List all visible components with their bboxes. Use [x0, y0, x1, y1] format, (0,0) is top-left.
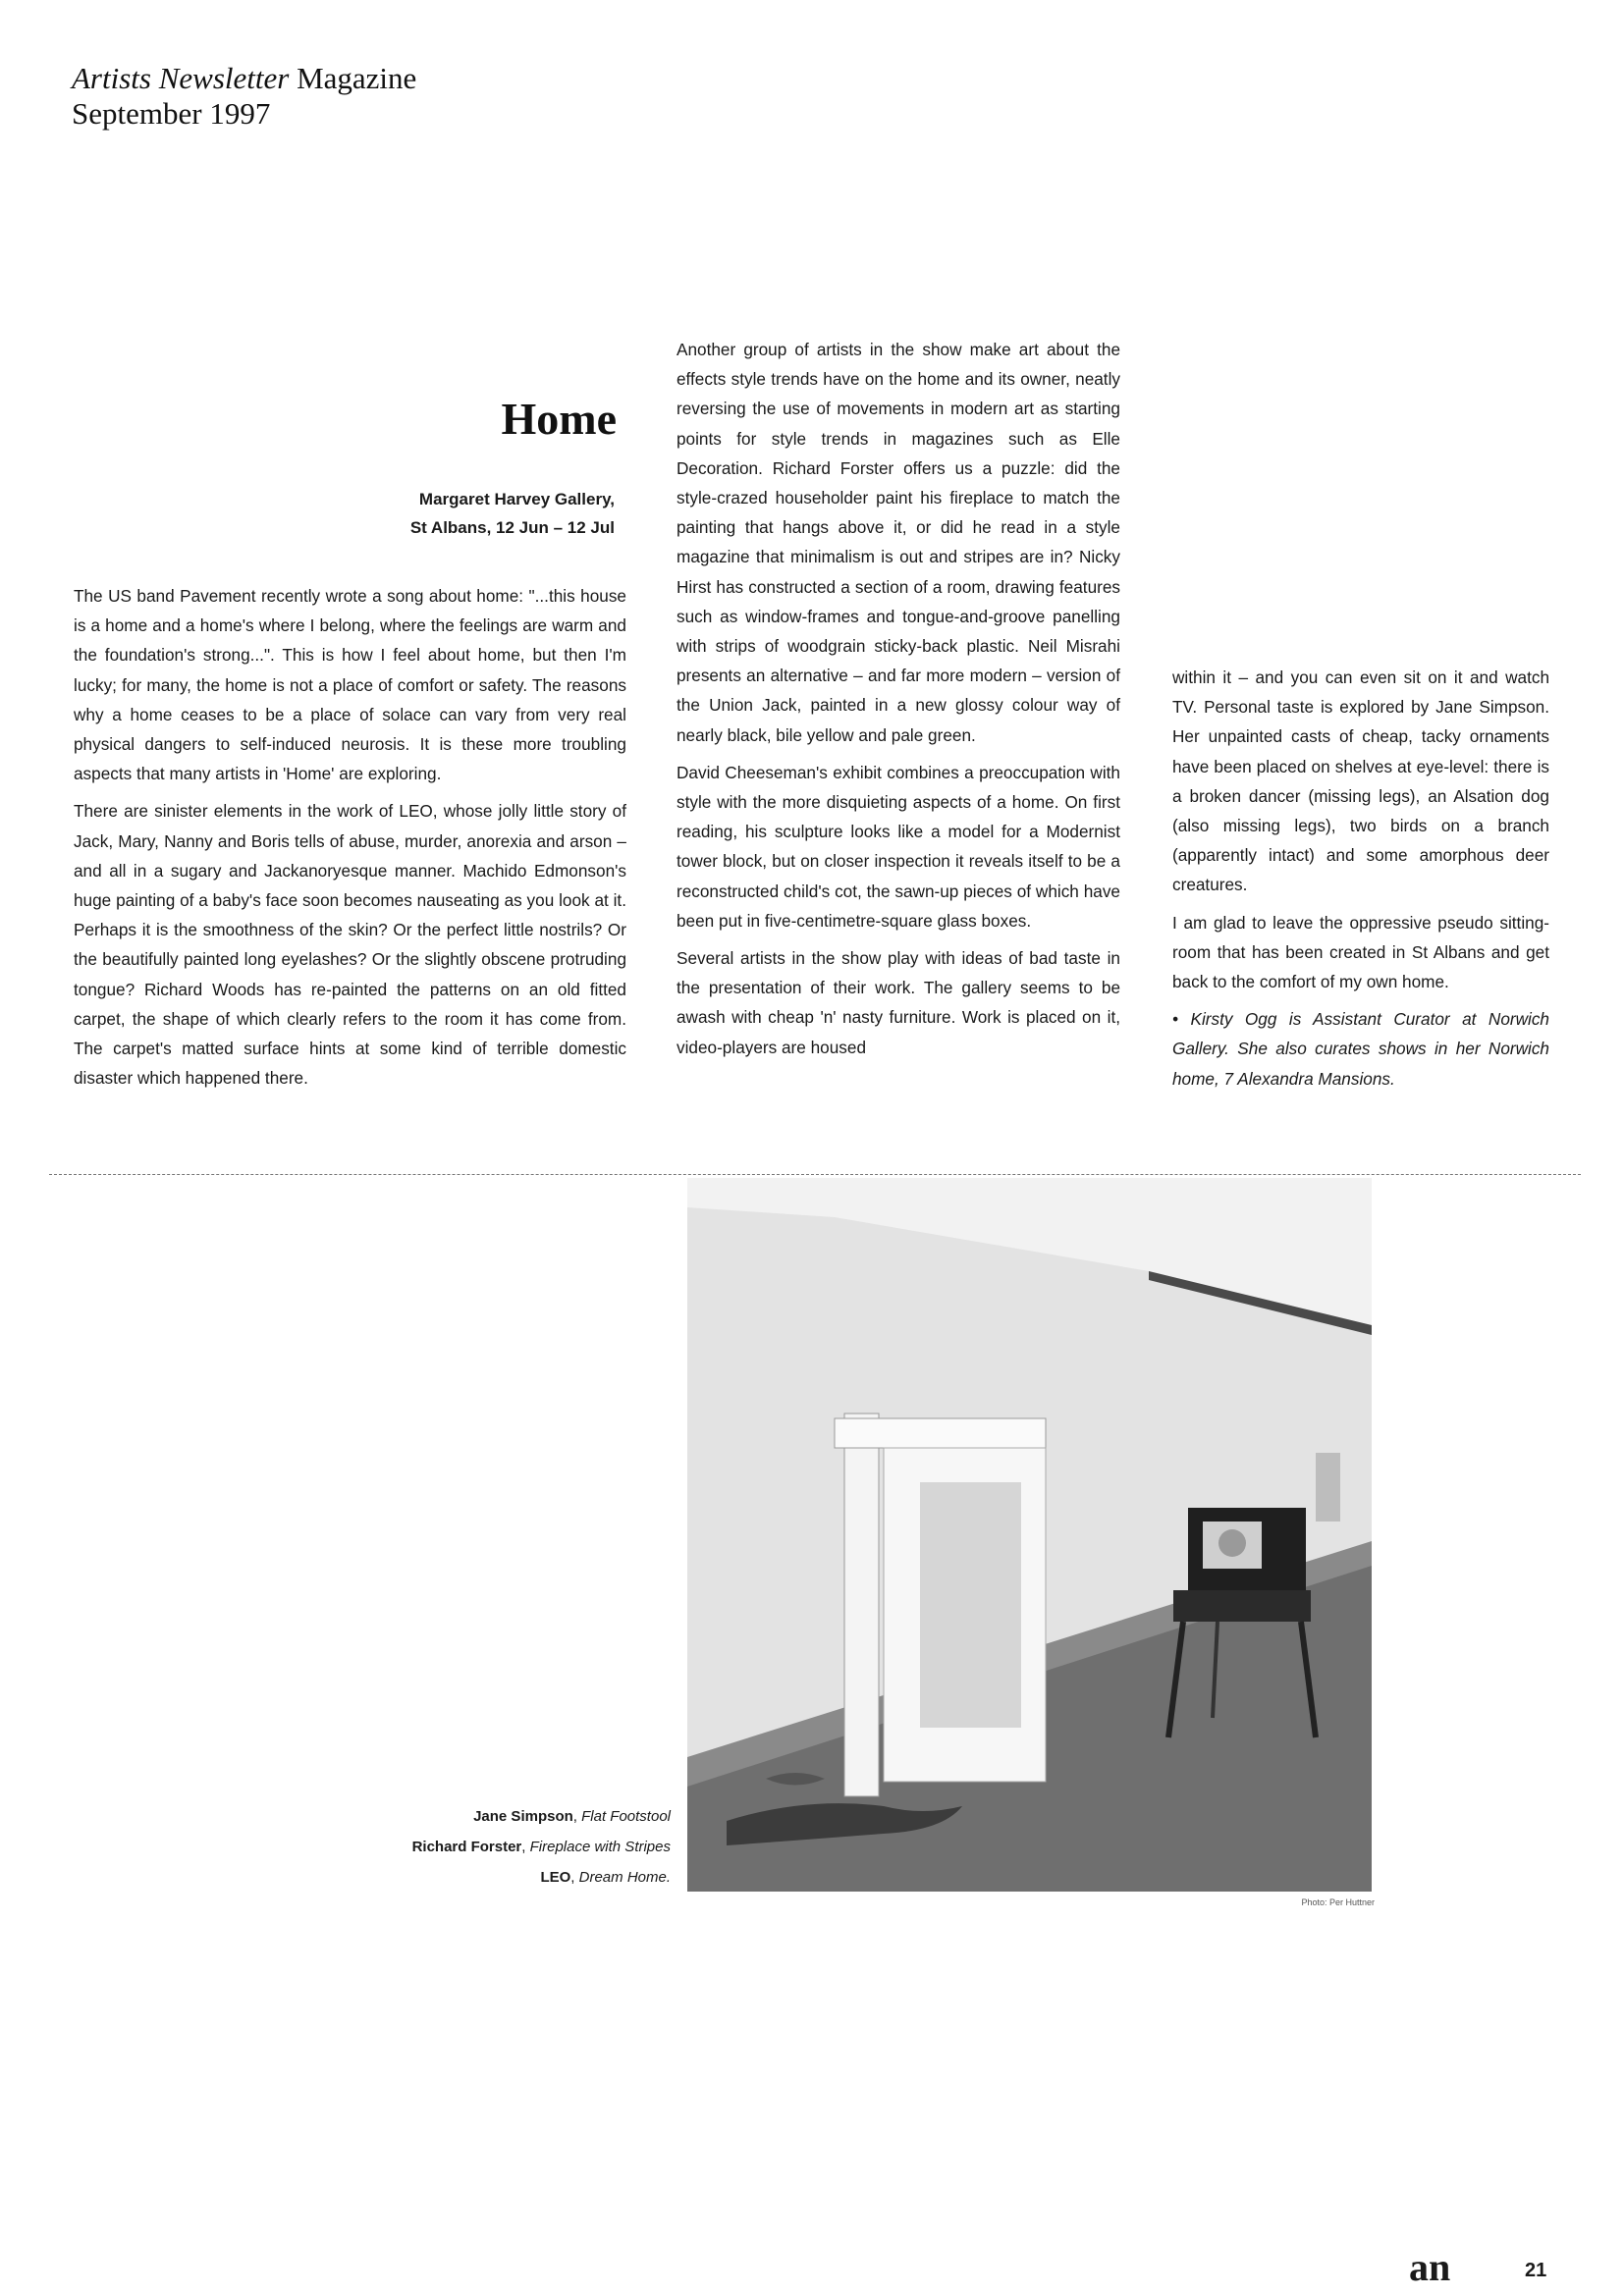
venue-info	[255, 485, 615, 542]
paragraph: I am glad to leave the oppressive pseudo sitting-room that has been created in St Albans and get back to the comfort of my own home.	[1172, 912, 1549, 992]
article-column-1	[74, 581, 626, 1100]
caption-line: LEO, Dream Home.	[540, 1869, 671, 1886]
paragraph: Several artists in the show play with ideas of bad taste in the presentation of their work. The gallery seems to be awash with cheap 'n' nasty furniture. Work is placed on it, video-players are housed	[677, 948, 1120, 1057]
an-logo: an	[1409, 2245, 1451, 2289]
publication-name: Artists Newsletter	[72, 61, 290, 95]
masthead	[72, 61, 416, 132]
page-number: 21	[1525, 2260, 1547, 2281]
article-title: Home	[501, 394, 617, 444]
photo-credit: Photo: Per Huttner	[1301, 1897, 1375, 1907]
photo-caption	[295, 1801, 671, 1893]
caption-work: Flat Footstool	[581, 1808, 671, 1825]
caption-work: Fireplace with Stripes	[529, 1839, 671, 1855]
caption-line: Jane Simpson, Flat Footstool	[473, 1808, 671, 1825]
caption-line: Richard Forster, Fireplace with Stripes	[411, 1839, 671, 1855]
paragraph: There are sinister elements in the work of LEO, whose jolly little story of Jack, Mary, Nanny and Boris tells of abuse, murder, anorexia and arson – and all in a sugary and Jackanoryesque manner. Machido Edmonson's huge painting of a baby's face soon becomes nauseating as you look at it. Perhaps it is the smoothness of the skin? Or the perfect little nostrils? Or the beautifully painted long eyelashes? Or the slightly obscene protruding tongue? Richard Woods has re-painted the patterns on an old fitted carpet, the shape of which clearly refers to the room it has come from. The carpet's matted surface hints at some kind of terrible domestic disaster which happened there.	[74, 801, 626, 1089]
paragraph: Another group of artists in the show make art about the effects style trends have on the home and its owner, neatly reversing the use of movements in modern art as starting points for style trends in magazines such as Elle Decoration. Richard Forster offers us a puzzle: did the style-crazed householder paint his fireplace to match the painting that hangs above it, or did he read in a style magazine that minimalism is out and stripes are in? Nicky Hirst has constructed a section of a room, drawing features such as window-frames and tongue-and-groove panelling with strips of woodgrain sticky-back plastic. Neil Misrahi presents an alternative – and far more modern – version of the Union Jack, painted in a new glossy colour way of nearly black, bile yellow and pale green.	[677, 340, 1120, 745]
venue-name: Margaret Harvey Gallery,	[418, 490, 615, 508]
paragraph: within it – and you can even sit on it and watch TV. Personal taste is explored by Jane Simpson. Her unpainted casts of cheap, tacky ornaments have been placed on shelves at eye-level: there is a broken dancer (missing legs), an Alsation dog (also missing legs), two birds on a branch (apparently intact) and some amorphous deer creatures.	[1172, 667, 1549, 895]
paragraph: The US band Pavement recently wrote a song about home: "...this house is a home and a home's where I belong, where the feelings are warm and the foundation's strong...". This is how I feel about home, but then I'm lucky; for many, the home is not a place of comfort or safety. The reasons why a home ceases to be a place of solace can vary from very real physical dangers to self-induced neurosis. It is these more troubling aspects that many artists in 'Home' are exploring.	[74, 586, 626, 784]
caption-artist: Richard Forster	[411, 1839, 522, 1855]
paragraph: David Cheeseman's exhibit combines a preoccupation with style with the more disquieting aspects of a home. On first reading, his sculpture looks like a model for a Modernist tower block, but on closer inspection it reveals itself to be a reconstructed child's cot, the sawn-up pieces of which have been put in five-centimetre-square glass boxes.	[677, 762, 1120, 931]
gallery-photo	[687, 1178, 1372, 1892]
article-column-2	[677, 335, 1120, 1070]
article-column-3	[1172, 663, 1549, 1101]
venue-dates: St Albans, 12 Jun – 12 Jul	[409, 518, 615, 537]
section-divider	[49, 1174, 1581, 1175]
caption-artist: LEO	[540, 1869, 571, 1886]
author-credit: • Kirsty Ogg is Assistant Curator at Norwich Gallery. She also curates shows in her Norwich home, 7 Alexandra Mansions.	[1172, 1009, 1549, 1089]
issue-date: September 1997	[72, 96, 271, 131]
publication-suffix: Magazine	[297, 61, 417, 95]
caption-work: Dream Home.	[578, 1869, 671, 1886]
caption-artist: Jane Simpson	[473, 1808, 573, 1825]
gallery-scene-illustration	[687, 1178, 1372, 1892]
